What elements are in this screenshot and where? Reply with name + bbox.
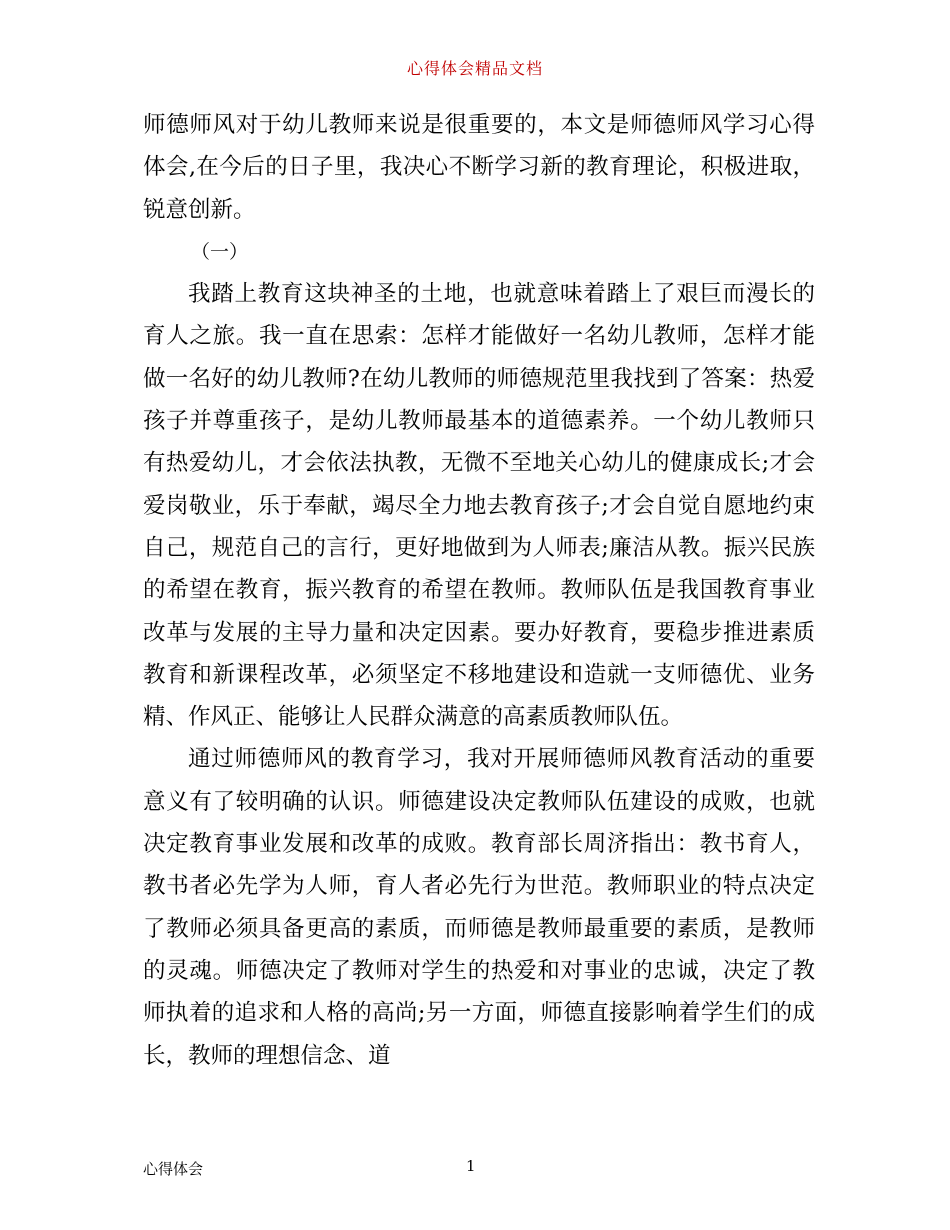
document-body <box>143 104 815 1077</box>
document-header-title: 心得体会精品文档 <box>406 59 543 78</box>
body-paragraph-1: 我踏上教育这块神圣的土地，也就意味着踏上了艰巨而漫长的育人之旅。我一直在思索：怎样才能做好一名幼儿教师，怎样才能做一名好的幼儿教师?在幼儿教师的师德规范里我找到了答案：热爱孩子并尊重孩子，是幼儿教师最基本的道德素养。一个幼儿教师只有热爱幼儿，才会依法执教，无微不至地关心幼儿的健康成长;才会爱岗敬业，乐于奉献，竭尽全力地去教育孩子;才会自觉自愿地约束自己，规范自己的言行，更好地做到为人师表;廉洁从教。振兴民族的希望在教育，振兴教育的希望在教师。教师队伍是我国教育事业改革与发展的主导力量和决定因素。要办好教育，要稳步推进素质教育和新课程改革，必须坚定不移地建设和造就一支师德优、业务精、作风正、能够让人民群众满意的高素质教师队伍。 <box>143 281 815 731</box>
body-paragraph-2: 通过师德师风的教育学习，我对开展师德师风教育活动的重要意义有了较明确的认识。师德建设决定教师队伍建设的成败，也就决定教育事业发展和改革的成败。教育部长周济指出：教书育人，教书者必先学为人师，育人者必先行为世范。教师职业的特点决定了教师必须具备更高的素质，而师德是教师最重要的素质，是教师的灵魂。师德决定了教师对学生的热爱和对事业的忠诚，决定了教师执着的追求和人格的高尚;另一方面，师德直接影响着学生们的成长，教师的理想信念、道 <box>143 746 815 1069</box>
page-number: 1 <box>466 1157 476 1175</box>
intro-paragraph: 师德师风对于幼儿教师来说是很重要的，本文是师德师风学习心得体会,在今后的日子里，我决心不断学习新的教育理论，积极进取，锐意创新。 <box>143 112 815 223</box>
footer-label: 心得体会 <box>143 1160 204 1178</box>
section-marker: （一） <box>191 240 249 263</box>
